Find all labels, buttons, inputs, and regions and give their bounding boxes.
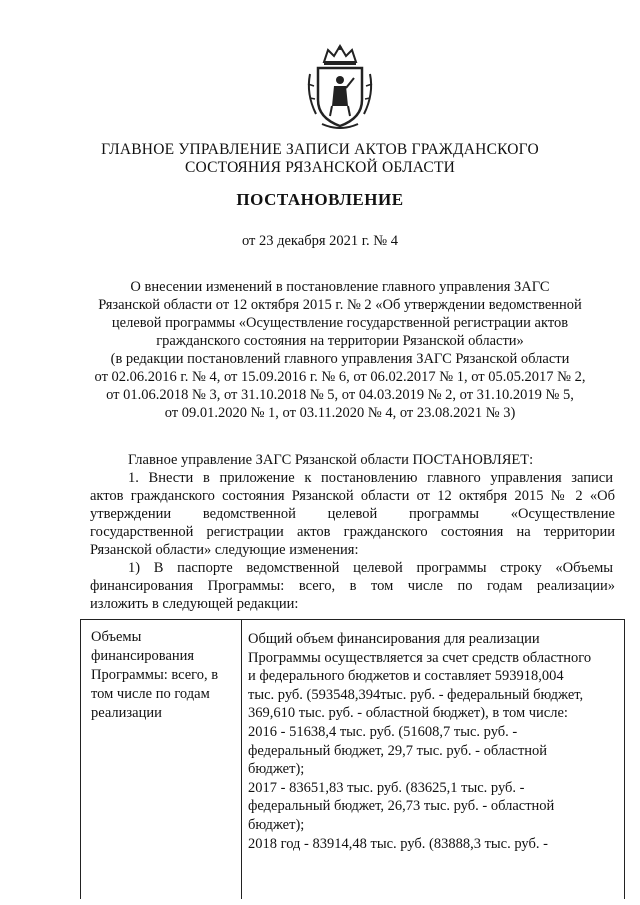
item-1-line: актов гражданского состояния Рязанской области от 12 октября 2015 № 2 «Об [90,488,615,504]
funding-table [80,619,625,899]
item-1-1-line: изложить в следующей редакции: [90,596,299,612]
subject-line: от 01.06.2018 № 3, от 31.10.2018 № 5, от 04.03.2019 № 2, от 31.10.2019 № 5, [106,387,574,403]
table-right-cell [248,630,620,853]
left-cell-line: реализации [91,705,162,721]
item-1-line: утверждении ведомственной целевой программы «Осуществление [90,506,615,522]
item-1-line: государственной регистрации актов гражданского состояния на территории [90,524,615,540]
right-cell-line: 2017 - 83651,83 тыс. руб. (83625,1 тыс. руб. - [248,779,525,796]
resolution-intro: Главное управление ЗАГС Рязанской области ПОСТАНОВЛЯЕТ: [128,452,534,468]
right-cell-line: бюджет); [248,761,305,778]
subject-line: от 02.06.2016 г. № 4, от 15.09.2016 г. № 6, от 06.02.2017 № 1, от 05.05.2017 № 2, [94,369,586,385]
right-cell-line: федеральный бюджет, 26,73 тыс. руб. - областной [248,798,555,815]
right-cell-line: федеральный бюджет, 29,7 тыс. руб. - областной [248,742,548,759]
right-cell-line: 2016 - 51638,4 тыс. руб. (51608,7 тыс. руб. - [248,723,518,740]
org-name-line-2: СОСТОЯНИЯ РЯЗАНСКОЙ ОБЛАСТИ [184,159,456,176]
table-column-divider [241,620,242,899]
item-1-line: Рязанской области» следующие изменения: [90,542,359,558]
right-cell-line: Программы осуществляется за счет средств областного [248,649,592,666]
document-date-number: от 23 декабря 2021 г. № 4 [241,233,399,249]
left-cell-line: том числе по годам [91,686,210,702]
subject-line: от 09.01.2020 № 1, от 03.11.2020 № 4, от 23.08.2021 № 3) [164,405,516,421]
item-1-1-line: финансирования Программы: всего, в том числе по годам реализации» [90,578,615,594]
item-1-line: 1. Внести в приложение к постановлению главного управления записи [128,470,613,486]
left-cell-line: Программы: всего, в [91,667,219,683]
subject-line: О внесении изменений в постановление главного управления ЗАГС [130,279,550,295]
left-cell-line: финансирования [91,648,195,664]
ryazan-coat-of-arms-icon [302,44,378,130]
org-name-line-1: ГЛАВНОЕ УПРАВЛЕНИЕ ЗАПИСИ АКТОВ ГРАЖДАНСКОГО [101,141,539,158]
right-cell-line: 2018 год - 83914,48 тыс. руб. (83888,3 тыс. руб. - [248,835,548,852]
table-left-cell [91,628,236,723]
right-cell-line: бюджет); [248,816,305,833]
subject-line: гражданского состояния на территории Рязанской области» [156,333,524,349]
right-cell-line: и федерального бюджетов и составляет 593918,004 [248,668,564,685]
item-1-1-line: 1) В паспорте ведомственной целевой программы строку «Объемы [128,560,613,576]
left-cell-line: Объемы [91,629,142,645]
subject-line: Рязанской области от 12 октября 2015 г. № 2 «Об утверждении ведомственной [98,297,582,313]
subject-line: целевой программы «Осуществление государственной регистрации актов [111,315,569,331]
right-cell-line: Общий объем финансирования для реализации [248,631,540,647]
subject-line: (в редакции постановлений главного управления ЗАГС Рязанской области [110,351,570,367]
document-type-title: ПОСТАНОВЛЕНИЕ [236,190,404,209]
right-cell-line: 369,610 тыс. руб. - областной бюджет), в том числе: [248,705,568,722]
right-cell-line: тыс. руб. (593548,394тыс. руб. - федеральный бюджет, [248,686,584,703]
